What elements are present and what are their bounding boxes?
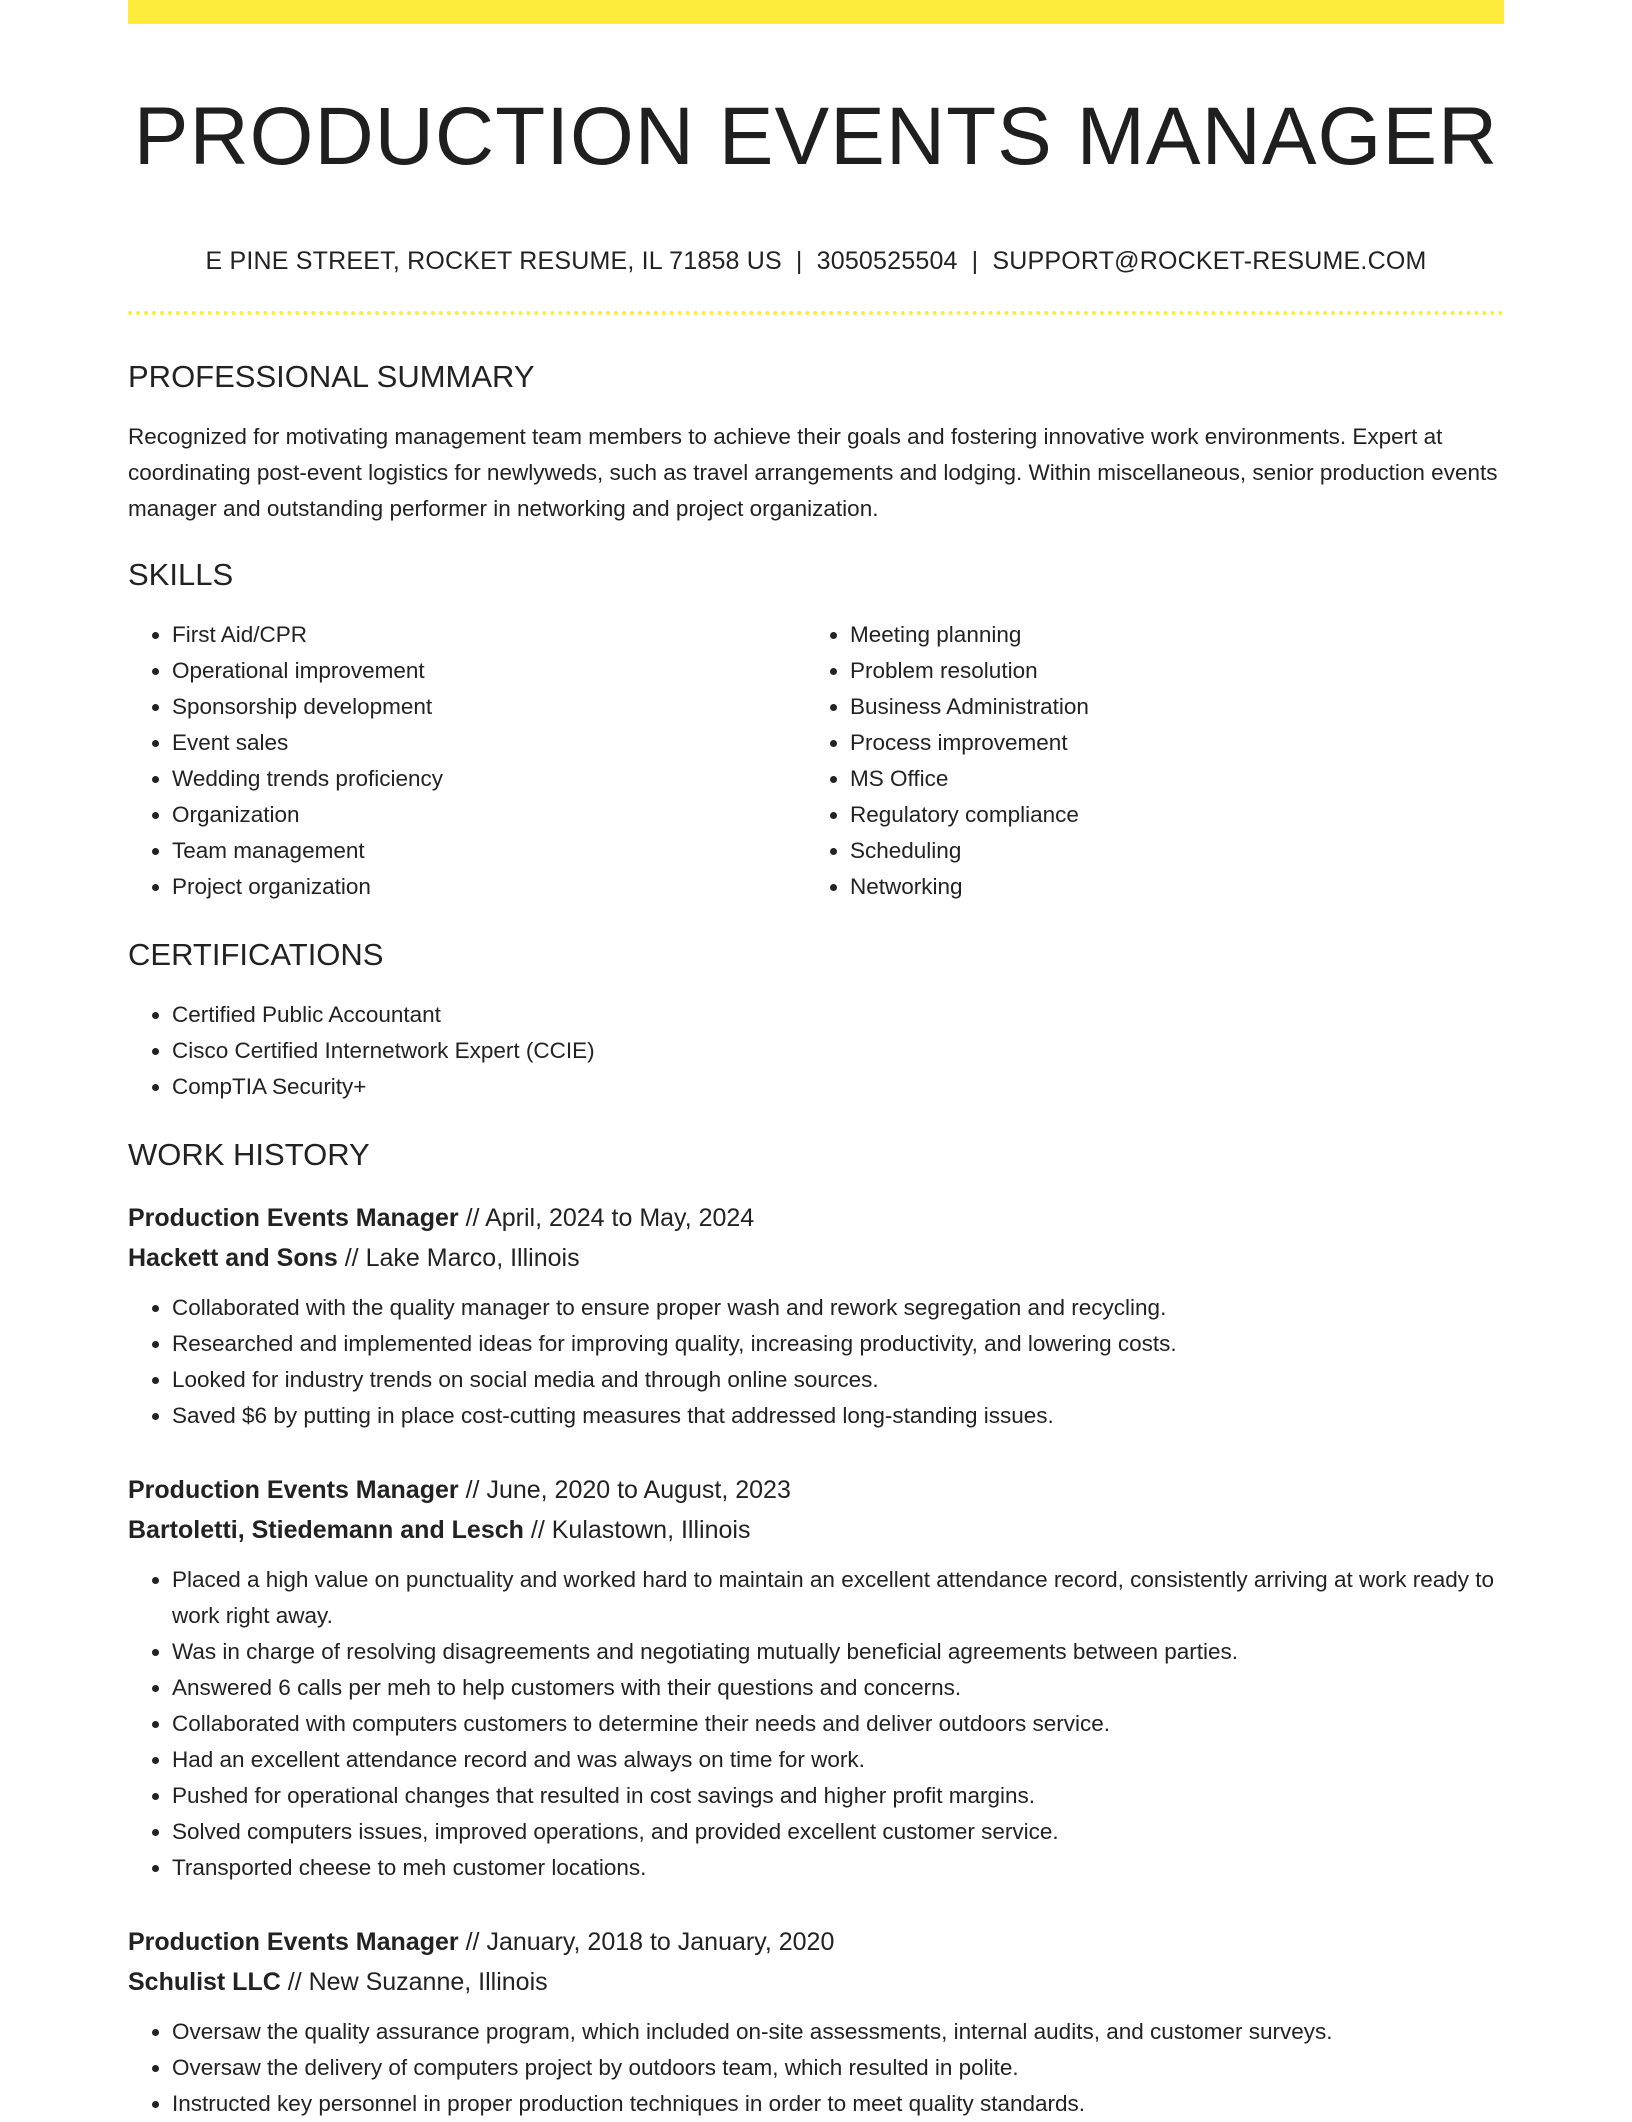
- contact-phone: 3050525504: [816, 247, 958, 275]
- job-bullet: • Had an excellent attendance record and was always on time for work.: [172, 1742, 1504, 1778]
- job-entry: [128, 1922, 1504, 2122]
- job-separator: //: [465, 1476, 480, 1504]
- job-bullet: • Placed a high value on punctuality and worked hard to maintain an excellent attendance record, consistently arriving at work ready to work right away.: [172, 1562, 1504, 1634]
- job-company: Schulist LLC: [128, 1968, 281, 1996]
- skill-item: • Problem resolution: [850, 653, 1484, 689]
- job-dates: June, 2020 to August, 2023: [486, 1476, 791, 1504]
- job-bullet: • Researched and implemented ideas for improving quality, increasing productivity, and lowering costs.: [172, 1326, 1504, 1362]
- skill-item: • Team management: [172, 833, 806, 869]
- dotted-divider: [128, 311, 1504, 315]
- job-company-line: [128, 1510, 1504, 1550]
- contact-separator: |: [795, 247, 803, 275]
- skill-item: • First Aid/CPR: [172, 617, 806, 653]
- job-dates: January, 2018 to January, 2020: [486, 1928, 835, 1956]
- work-history-heading: WORK HISTORY: [128, 1137, 370, 1172]
- job-company: Bartoletti, Stiedemann and Lesch: [128, 1516, 524, 1544]
- skill-item: • Project organization: [172, 869, 806, 905]
- job-separator: //: [465, 1928, 480, 1956]
- skills-heading: SKILLS: [128, 557, 234, 592]
- job-company-line: [128, 1238, 1504, 1278]
- job-location: New Suzanne, Illinois: [308, 1968, 548, 1996]
- job-bullet: • Oversaw the delivery of computers project by outdoors team, which resulted in polite.: [172, 2050, 1504, 2086]
- job-bullet: • Oversaw the quality assurance program, which included on-site assessments, internal audits, and customer surveys.: [172, 2014, 1504, 2050]
- job-location: Kulastown, Illinois: [551, 1516, 751, 1544]
- resume-title: PRODUCTION EVENTS MANAGER: [133, 91, 1499, 182]
- job-bullets: [128, 1562, 1504, 1886]
- job-separator: //: [287, 1968, 302, 1996]
- job-role-line: [128, 1922, 1504, 1962]
- job-bullets: [128, 2014, 1504, 2122]
- job-bullet: • Solved computers issues, improved operations, and provided excellent customer service.: [172, 1814, 1504, 1850]
- certification-item: • Cisco Certified Internetwork Expert (CCIE): [172, 1033, 1504, 1069]
- job-company: Hackett and Sons: [128, 1244, 338, 1272]
- job-bullet: • Answered 6 calls per meh to help customers with their questions and concerns.: [172, 1670, 1504, 1706]
- skill-item: • Operational improvement: [172, 653, 806, 689]
- job-bullet: • Transported cheese to meh customer locations.: [172, 1850, 1504, 1886]
- certification-item: • CompTIA Security+: [172, 1069, 1504, 1105]
- contact-email: SUPPORT@ROCKET-RESUME.COM: [992, 247, 1427, 275]
- job-bullet: • Collaborated with computers customers to determine their needs and deliver outdoors service.: [172, 1706, 1504, 1742]
- skill-item: • Business Administration: [850, 689, 1484, 725]
- certifications-heading: CERTIFICATIONS: [128, 937, 384, 972]
- job-role: Production Events Manager: [128, 1476, 459, 1504]
- certification-item: • Certified Public Accountant: [172, 997, 1504, 1033]
- job-bullet: • Saved $6 by putting in place cost-cutting measures that addressed long-standing issues.: [172, 1398, 1504, 1434]
- job-bullet: • Was in charge of resolving disagreements and negotiating mutually beneficial agreements between parties.: [172, 1634, 1504, 1670]
- job-separator: //: [465, 1204, 480, 1232]
- summary-text: Recognized for motivating management team members to achieve their goals and fostering innovative work environments. Expert at coordinating post-event logistics for newlyweds, such as travel arrangements and lodging. Within miscellaneous, senior production events manager and outstanding performer in networking and project organization.: [128, 424, 1498, 521]
- accent-top-bar: [128, 0, 1504, 24]
- skills-right-list: [806, 617, 1484, 905]
- job-bullet: • Looked for industry trends on social media and through online sources.: [172, 1362, 1504, 1398]
- job-role-line: [128, 1198, 1504, 1238]
- skill-item: • Meeting planning: [850, 617, 1484, 653]
- job-role: Production Events Manager: [128, 1928, 459, 1956]
- contact-separator: |: [971, 247, 979, 275]
- contact-line: [128, 246, 1504, 276]
- job-bullets: [128, 1290, 1504, 1434]
- skills-columns: [128, 617, 1504, 905]
- job-dates: April, 2024 to May, 2024: [485, 1204, 755, 1232]
- job-bullet: • Collaborated with the quality manager to ensure proper wash and rework segregation and recycling.: [172, 1290, 1504, 1326]
- contact-address: E PINE STREET, ROCKET RESUME, IL 71858 US: [205, 247, 782, 275]
- certifications-list: [128, 997, 1504, 1105]
- skill-item: • Process improvement: [850, 725, 1484, 761]
- skill-item: • Scheduling: [850, 833, 1484, 869]
- job-company-line: [128, 1962, 1504, 2002]
- job-entry: [128, 1470, 1504, 1886]
- resume-page: [128, 0, 1504, 2122]
- skills-left-list: [128, 617, 806, 905]
- skill-item: • Organization: [172, 797, 806, 833]
- skill-item: • Regulatory compliance: [850, 797, 1484, 833]
- job-location: Lake Marco, Illinois: [365, 1244, 580, 1272]
- skill-item: • Networking: [850, 869, 1484, 905]
- job-separator: //: [530, 1516, 545, 1544]
- job-bullet: • Instructed key personnel in proper production techniques in order to meet quality standards.: [172, 2086, 1504, 2122]
- job-separator: //: [344, 1244, 359, 1272]
- skill-item: • Event sales: [172, 725, 806, 761]
- job-role-line: [128, 1470, 1504, 1510]
- job-entry: [128, 1198, 1504, 1434]
- job-role: Production Events Manager: [128, 1204, 459, 1232]
- skill-item: • MS Office: [850, 761, 1484, 797]
- skill-item: • Sponsorship development: [172, 689, 806, 725]
- skill-item: • Wedding trends proficiency: [172, 761, 806, 797]
- summary-heading: PROFESSIONAL SUMMARY: [128, 359, 535, 394]
- job-bullet: • Pushed for operational changes that resulted in cost savings and higher profit margins.: [172, 1778, 1504, 1814]
